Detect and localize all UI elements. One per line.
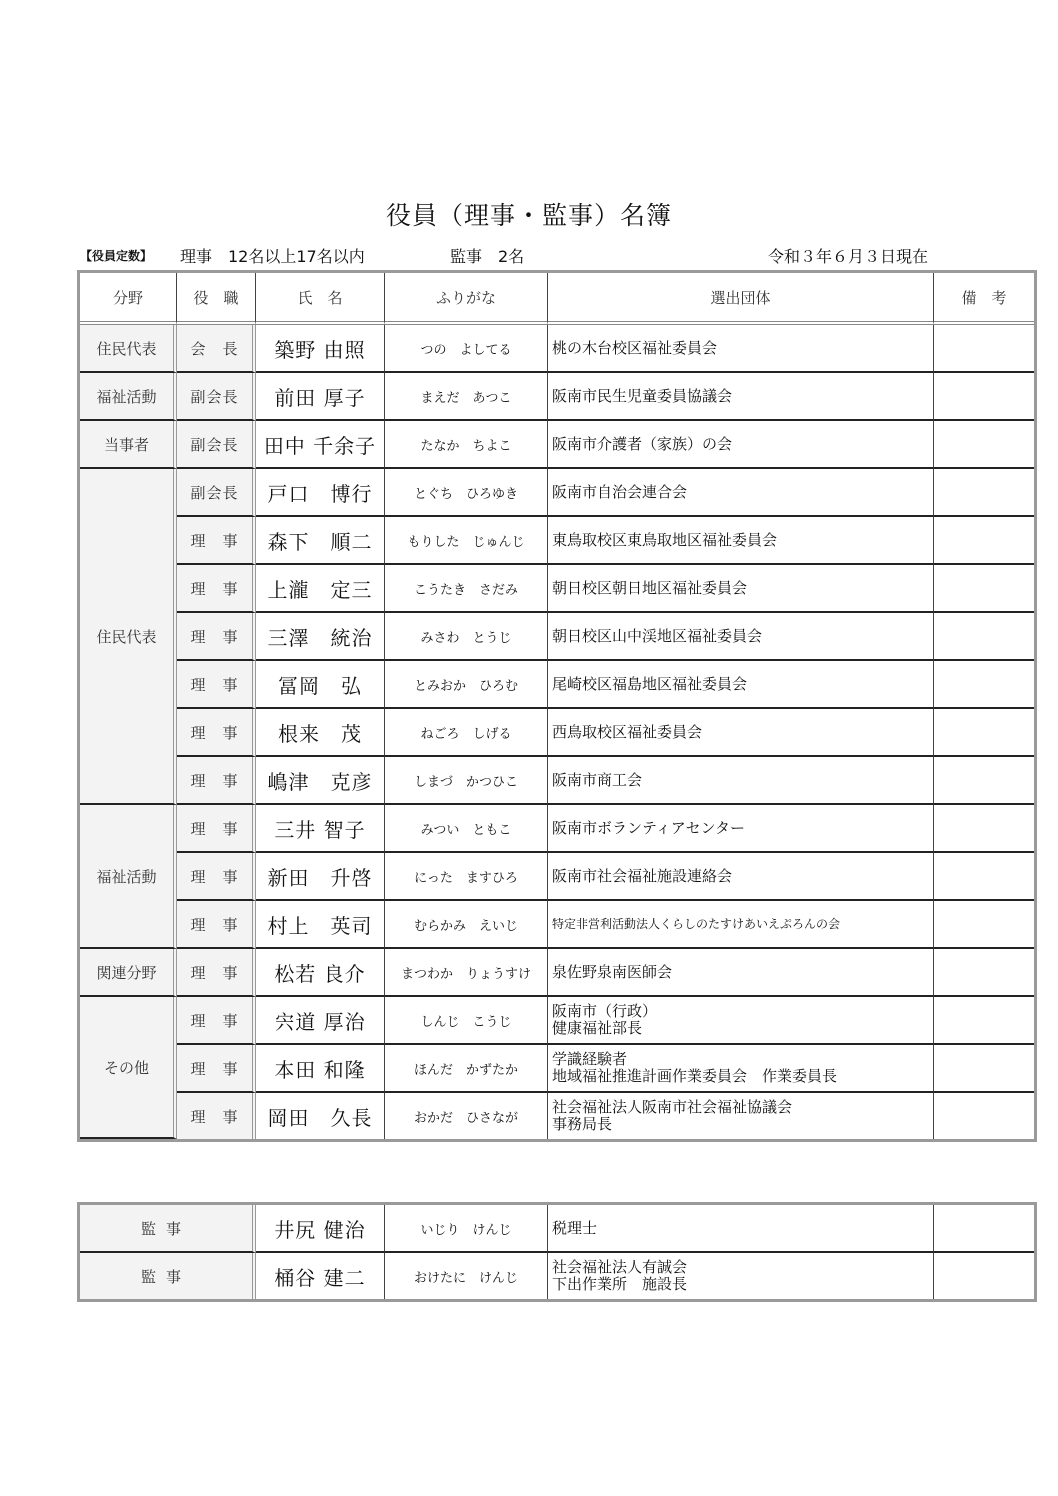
org-cell: 東鳥取校区東鳥取地区福祉委員会 [548, 517, 934, 565]
director-quota: 理事 12名以上17名以内 [180, 247, 365, 266]
name-cell: 新田 升啓 [256, 853, 385, 901]
table-row [80, 1253, 1034, 1299]
org-line-2: 健康福祉部長 [552, 1019, 643, 1037]
name-cell: 上瀧 定三 [256, 565, 385, 613]
name-cell: 嶋津 克彦 [256, 757, 385, 805]
note-cell [934, 949, 1034, 997]
note-cell [934, 757, 1034, 805]
role-cell: 監事 [80, 1205, 256, 1253]
note-cell [934, 517, 1034, 565]
org-cell: 阪南市自治会連合会 [548, 469, 934, 517]
role-cell: 理 事 [177, 1093, 256, 1139]
table-row [80, 469, 1034, 517]
org-cell: 西鳥取校区福祉委員会 [548, 709, 934, 757]
org-cell [548, 1253, 934, 1299]
org-line-1: 阪南市（行政） [552, 1002, 658, 1020]
role-cell: 理 事 [177, 613, 256, 661]
kana-cell: とみおか ひろむ [385, 661, 548, 709]
name-cell: 桶谷 建二 [256, 1253, 385, 1299]
note-cell [934, 1253, 1034, 1299]
note-cell [934, 997, 1034, 1045]
name-cell: 冨岡 弘 [256, 661, 385, 709]
table-header-row [80, 273, 1034, 325]
kana-cell: おけたに けんじ [385, 1253, 548, 1299]
org-line-2: 下出作業所 施設長 [552, 1275, 688, 1293]
name-cell: 田中 千余子 [256, 421, 385, 469]
table-row [80, 997, 1034, 1045]
note-cell [934, 1045, 1034, 1093]
org-cell: 尾崎校区福島地区福祉委員会 [548, 661, 934, 709]
kana-cell: こうたき さだみ [385, 565, 548, 613]
role-cell: 理 事 [177, 661, 256, 709]
role-cell: 理 事 [177, 997, 256, 1045]
kana-cell: しまづ かつひこ [385, 757, 548, 805]
kana-cell: みさわ とうじ [385, 613, 548, 661]
note-cell [934, 1205, 1034, 1253]
org-cell: 阪南市社会福祉施設連絡会 [548, 853, 934, 901]
role-cell: 副会長 [177, 469, 256, 517]
org-cell [548, 1093, 934, 1139]
role-cell: 理 事 [177, 949, 256, 997]
table-row [80, 1045, 1034, 1093]
field-cell: 住民代表 [80, 469, 177, 805]
role-cell: 理 事 [177, 901, 256, 949]
table-row [80, 661, 1034, 709]
org-cell: 阪南市介護者（家族）の会 [548, 421, 934, 469]
name-cell: 前田 厚子 [256, 373, 385, 421]
org-cell: 朝日校区山中渓地区福祉委員会 [548, 613, 934, 661]
header-name: 氏 名 [256, 273, 385, 325]
org-line-1: 社会福祉法人阪南市社会福祉協議会 [552, 1098, 793, 1116]
note-cell [934, 421, 1034, 469]
table-row [80, 805, 1034, 853]
note-cell [934, 469, 1034, 517]
org-line-2: 地域福祉推進計画作業委員会 作業委員長 [552, 1067, 838, 1085]
kana-cell: まえだ あつこ [385, 373, 548, 421]
name-cell: 本田 和隆 [256, 1045, 385, 1093]
table-row [80, 757, 1034, 805]
table-row [80, 373, 1034, 421]
header-note: 備 考 [934, 273, 1034, 325]
header-role: 役 職 [177, 273, 256, 325]
table-row [80, 325, 1034, 373]
table-row [80, 853, 1034, 901]
kana-cell: おかだ ひさなが [385, 1093, 548, 1139]
role-cell: 理 事 [177, 757, 256, 805]
role-cell: 副会長 [177, 421, 256, 469]
note-cell [934, 373, 1034, 421]
note-cell [934, 325, 1034, 373]
field-cell: 当事者 [80, 421, 177, 469]
org-cell [548, 1045, 934, 1093]
kana-cell: むらかみ えいじ [385, 901, 548, 949]
kana-cell: みつい ともこ [385, 805, 548, 853]
org-cell [548, 997, 934, 1045]
role-cell: 会 長 [177, 325, 256, 373]
header-org: 選出団体 [548, 273, 934, 325]
name-cell: 松若 良介 [256, 949, 385, 997]
kana-cell: にった ますひろ [385, 853, 548, 901]
role-cell: 理 事 [177, 805, 256, 853]
kana-cell: しんじ こうじ [385, 997, 548, 1045]
name-cell: 戸口 博行 [256, 469, 385, 517]
page-title: 役員（理事・監事）名簿 [385, 201, 672, 230]
note-cell [934, 1093, 1034, 1139]
quota-label: 【役員定数】 [80, 249, 153, 263]
table-row [80, 1205, 1034, 1253]
name-cell: 宍道 厚治 [256, 997, 385, 1045]
table-row [80, 1093, 1034, 1139]
org-cell: 泉佐野泉南医師会 [548, 949, 934, 997]
name-cell: 井尻 健治 [256, 1205, 385, 1253]
note-cell [934, 565, 1034, 613]
field-cell: 関連分野 [80, 949, 177, 997]
kana-cell: ねごろ しげる [385, 709, 548, 757]
field-cell: 住民代表 [80, 325, 177, 373]
role-cell: 監事 [80, 1253, 256, 1299]
name-cell: 岡田 久長 [256, 1093, 385, 1139]
header-field: 分野 [80, 273, 177, 325]
note-cell [934, 901, 1034, 949]
role-cell: 理 事 [177, 709, 256, 757]
name-cell: 三澤 統治 [256, 613, 385, 661]
org-cell: 阪南市民生児童委員協議会 [548, 373, 934, 421]
note-cell [934, 805, 1034, 853]
org-line-2: 事務局長 [552, 1115, 613, 1133]
kana-cell: ほんだ かずたか [385, 1045, 548, 1093]
name-cell: 村上 英司 [256, 901, 385, 949]
as-of-date: 令和３年６月３日現在 [767, 247, 928, 266]
auditor-quota: 監事 2名 [450, 247, 525, 266]
table-row [80, 709, 1034, 757]
auditors-table [77, 1202, 1037, 1302]
field-cell: 福祉活動 [80, 805, 177, 949]
quota-line [80, 244, 1032, 268]
org-line-1: 学識経験者 [552, 1050, 628, 1068]
org-cell: 阪南市商工会 [548, 757, 934, 805]
role-cell: 理 事 [177, 853, 256, 901]
name-cell: 森下 順二 [256, 517, 385, 565]
role-cell: 理 事 [177, 517, 256, 565]
kana-cell: つの よしてる [385, 325, 548, 373]
org-cell: 朝日校区朝日地区福祉委員会 [548, 565, 934, 613]
note-cell [934, 661, 1034, 709]
kana-cell: もりした じゅんじ [385, 517, 548, 565]
org-cell: 桃の木台校区福祉委員会 [548, 325, 934, 373]
name-cell: 根来 茂 [256, 709, 385, 757]
org-cell [548, 1205, 934, 1253]
kana-cell: まつわか りょうすけ [385, 949, 548, 997]
org-line-1: 社会福祉法人有誠会 [552, 1258, 688, 1276]
org-cell: 阪南市ボランティアセンター [548, 805, 934, 853]
field-cell: 福祉活動 [80, 373, 177, 421]
directors-table [77, 270, 1037, 1142]
note-cell [934, 613, 1034, 661]
kana-cell: いじり けんじ [385, 1205, 548, 1253]
role-cell: 理 事 [177, 1045, 256, 1093]
table-row [80, 565, 1034, 613]
role-cell: 理 事 [177, 565, 256, 613]
kana-cell: たなか ちよこ [385, 421, 548, 469]
org-cell: 特定非営利活動法人くらしのたすけあいえぷろんの会 [548, 901, 934, 949]
header-kana: ふりがな [385, 273, 548, 325]
name-cell: 築野 由照 [256, 325, 385, 373]
table-row [80, 421, 1034, 469]
kana-cell: とぐち ひろゆき [385, 469, 548, 517]
org-line-1: 税理士 [552, 1218, 598, 1237]
field-cell: その他 [80, 997, 177, 1139]
note-cell [934, 709, 1034, 757]
name-cell: 三井 智子 [256, 805, 385, 853]
table-row [80, 901, 1034, 949]
table-row [80, 613, 1034, 661]
note-cell [934, 853, 1034, 901]
table-row [80, 517, 1034, 565]
role-cell: 副会長 [177, 373, 256, 421]
table-row [80, 949, 1034, 997]
